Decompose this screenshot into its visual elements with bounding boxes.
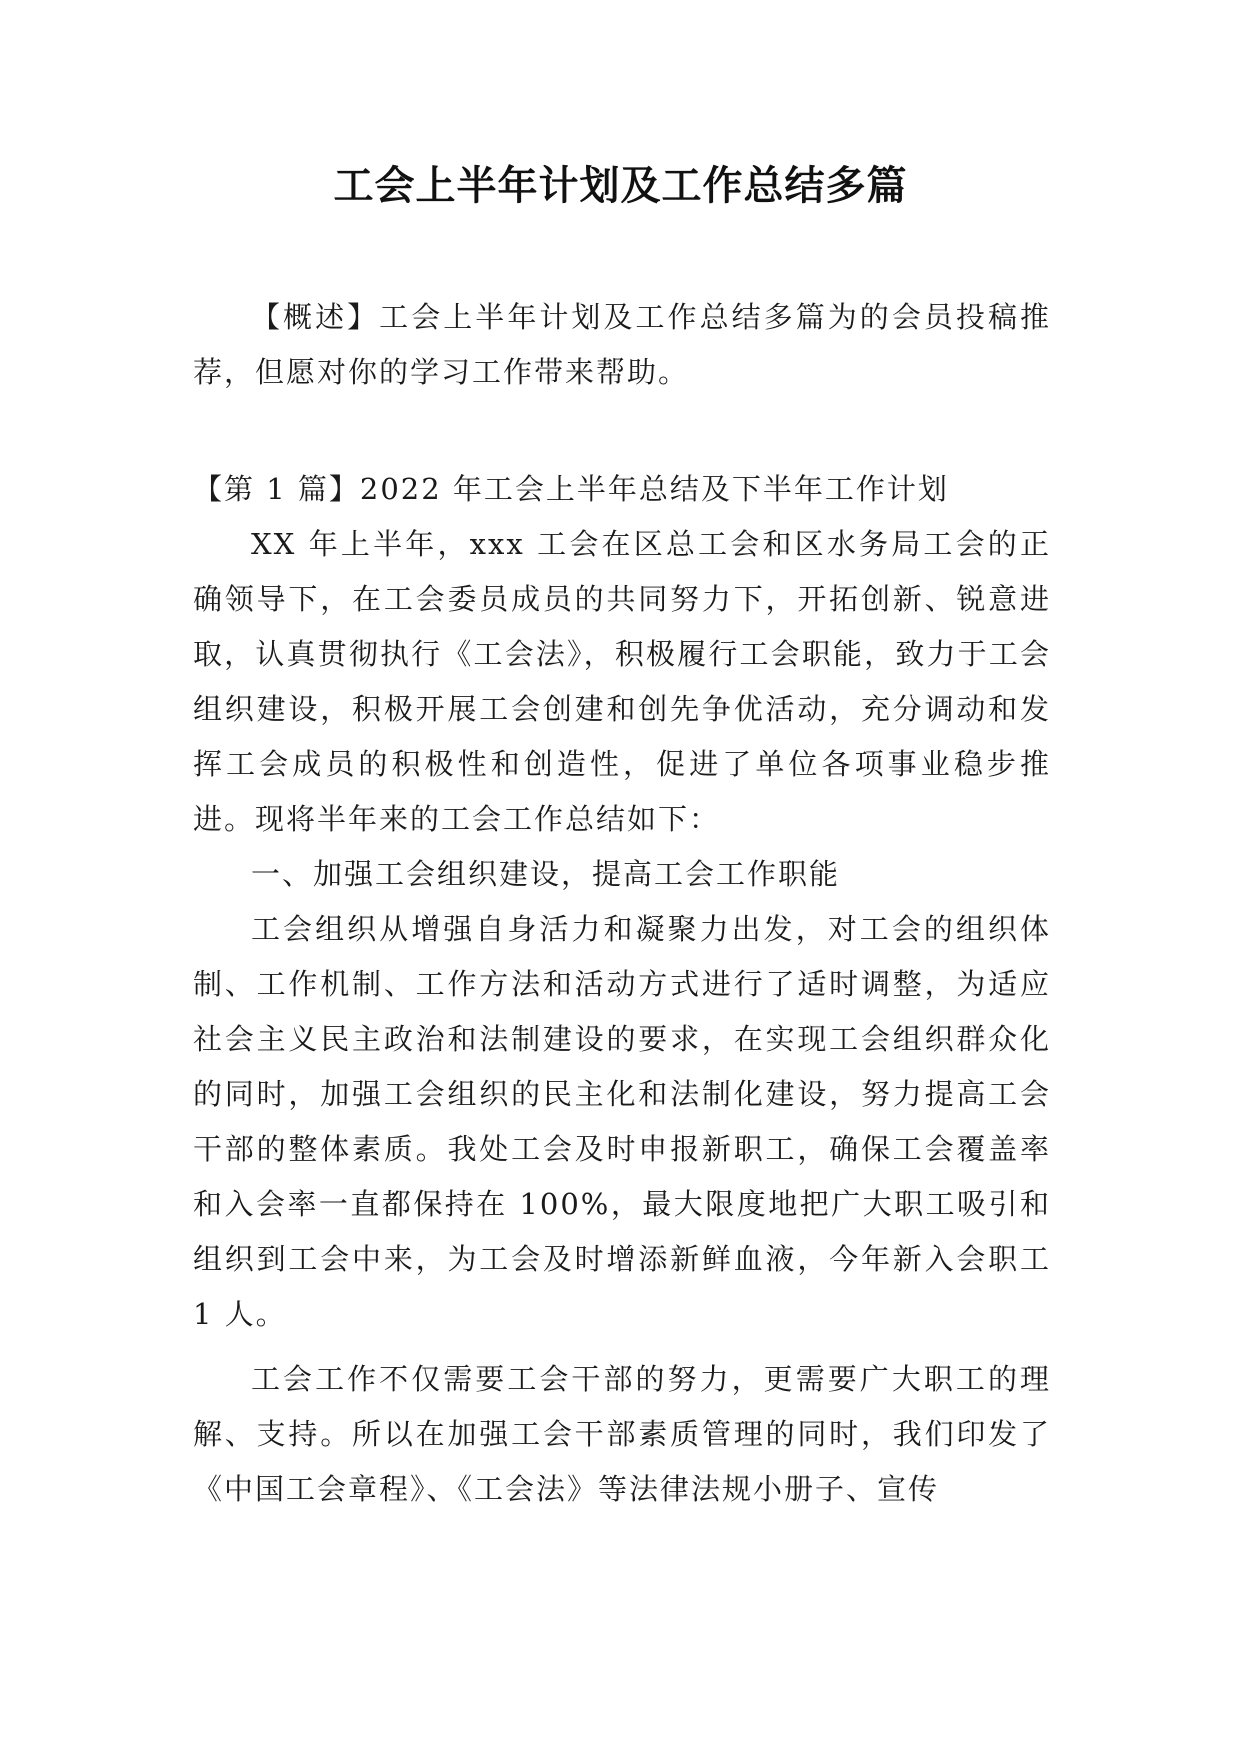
- body-paragraph: 工会组织从增强自身活力和凝聚力出发，对工会的组织体制、工作机制、工作方法和活动方式进行了适时调整，为适应社会主义民主政治和法制建设的要求，在实现工会组织群众化的同时，加强工会组织的民主化和法制化建设，努力提高工会干部的整体素质。我处工会及时申报新职工，确保工会覆盖率和入会率一直都保持在 100%，最大限度地把广大职工吸引和组织到工会中来，为工会及时增添新鲜血液，今年新入会职工 1 人。: [193, 912, 1051, 1331]
- chapter-section: [193, 462, 1051, 1517]
- body-paragraph: XX 年上半年，xxx 工会在区总工会和区水务局工会的正确领导下，在工会委员成员的共同努力下，开拓创新、锐意进取，认真贯彻执行《工会法》，积极履行工会职能，致力于工会组织建设，积极开展工会创建和创先争优活动，充分调动和发挥工会成员的积极性和创造性，促进了单位各项事业稳步推进。现将半年来的工会工作总结如下：: [193, 527, 1051, 836]
- section-heading: 一、加强工会组织建设，提高工会工作职能: [251, 857, 841, 891]
- summary-paragraph: 【概述】工会上半年计划及工作总结多篇为的会员投稿推荐，但愿对你的学习工作带来帮助。: [193, 300, 1051, 389]
- body-paragraph: 工会工作不仅需要工会干部的努力，更需要广大职工的理解、支持。所以在加强工会干部素质管理的同时，我们印发了《中国工会章程》、《工会法》等法律法规小册子、宣传: [193, 1362, 1051, 1506]
- chapter-heading: 【第 1 篇】2022 年工会上半年总结及下半年工作计划: [193, 472, 949, 506]
- summary-section: [193, 290, 1051, 400]
- document-title: 工会上半年计划及工作总结多篇: [333, 163, 908, 209]
